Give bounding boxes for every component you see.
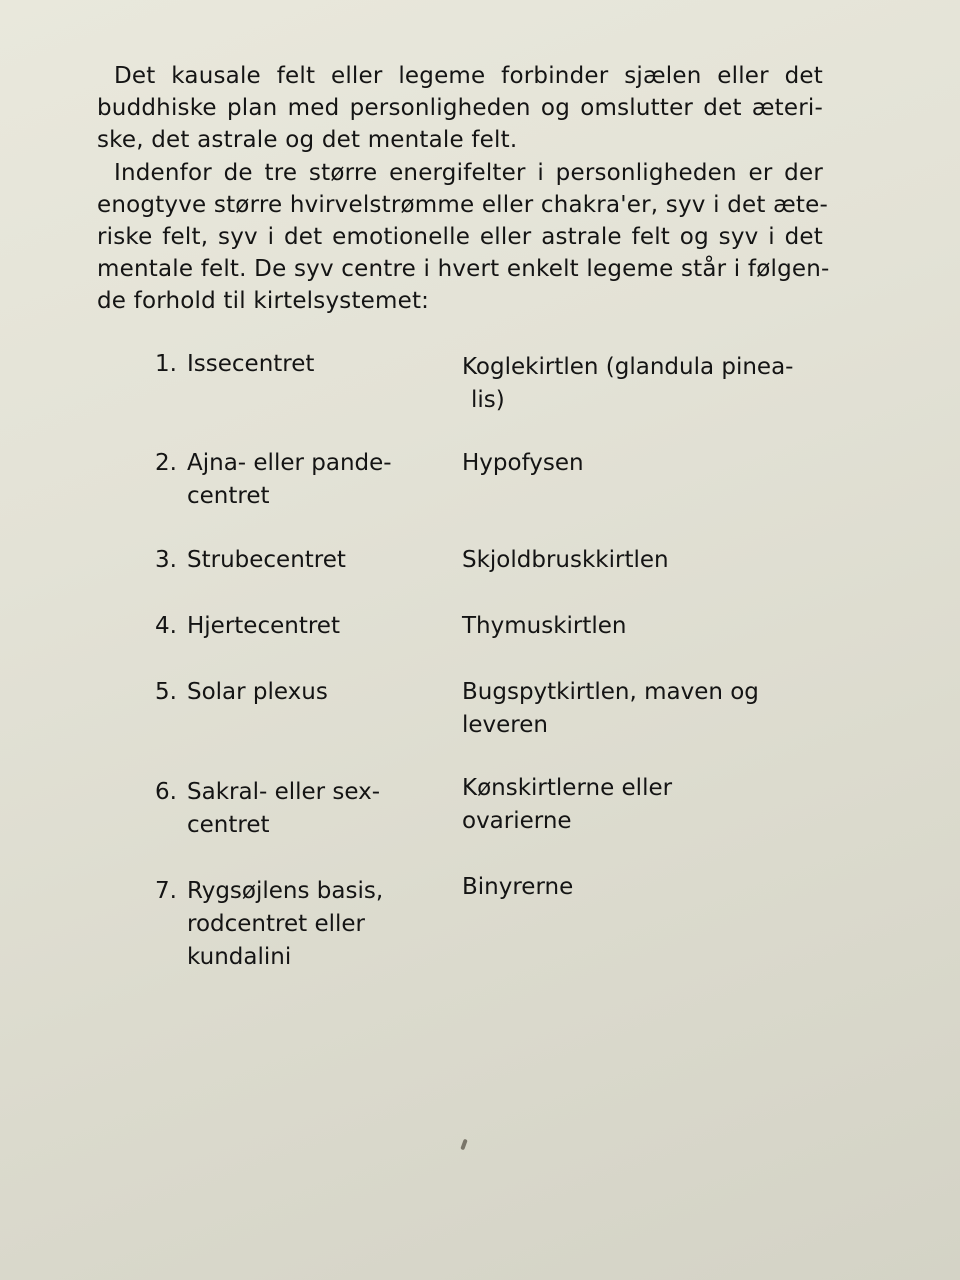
gland-name bbox=[462, 610, 822, 643]
center-line: Ajna- eller pande- bbox=[187, 450, 392, 476]
gland-line: Binyrerne bbox=[462, 874, 574, 900]
center-line: kundalini bbox=[187, 944, 292, 970]
gland-line: Skjoldbruskkirtlen bbox=[462, 547, 669, 573]
center-name bbox=[187, 348, 437, 381]
center-line: Strubecentret bbox=[187, 547, 346, 573]
gland-name bbox=[462, 351, 822, 417]
item-number: 6. bbox=[155, 779, 177, 805]
item-number: 2. bbox=[155, 450, 177, 476]
gland-name bbox=[462, 772, 822, 838]
center-line: centret bbox=[187, 812, 270, 838]
center-line: rodcentret eller bbox=[187, 911, 365, 937]
item-number: 7. bbox=[155, 878, 177, 904]
item-number: 4. bbox=[155, 613, 177, 639]
paragraph-line: mentale felt. De syv centre i hvert enkelt legeme står i følgen- bbox=[97, 256, 830, 282]
center-name bbox=[187, 875, 437, 974]
center-line: Solar plexus bbox=[187, 679, 328, 705]
center-line: Hjertecentret bbox=[187, 613, 340, 639]
center-line: Rygsøjlens basis, bbox=[187, 878, 384, 904]
item-number: 1. bbox=[155, 351, 177, 377]
gland-line: ovarierne bbox=[462, 808, 572, 834]
paragraph-line: enogtyve større hvirvelstrømme eller chakra'er, syv i det æte- bbox=[97, 192, 828, 218]
paragraph-line: buddhiske plan med personligheden og omslutter det æteri- bbox=[97, 95, 823, 121]
center-name bbox=[187, 447, 437, 513]
paragraph-line: ske, det astrale og det mentale felt. bbox=[97, 127, 518, 153]
gland-line: Kønskirtlerne eller bbox=[462, 775, 673, 801]
center-line: Issecentret bbox=[187, 351, 315, 377]
gland-name bbox=[462, 544, 822, 577]
center-name bbox=[187, 610, 437, 643]
item-number: 3. bbox=[155, 547, 177, 573]
gland-line: Thymuskirtlen bbox=[462, 613, 627, 639]
paragraph-line: riske felt, syv i det emotionelle eller astrale felt og syv i det bbox=[97, 224, 823, 250]
gland-line: lis) bbox=[471, 387, 505, 413]
gland-name bbox=[462, 447, 822, 480]
paragraph-line: Det kausale felt eller legeme forbinder sjælen eller det bbox=[114, 63, 823, 89]
gland-line: Hypofysen bbox=[462, 450, 584, 476]
center-name bbox=[187, 676, 437, 709]
paragraph-line: de forhold til kirtelsystemet: bbox=[97, 288, 430, 314]
gland-line: Bugspytkirtlen, maven og bbox=[462, 679, 759, 705]
gland-line: Koglekirtlen (glandula pinea- bbox=[462, 354, 794, 380]
item-number: 5. bbox=[155, 679, 177, 705]
gland-name bbox=[462, 676, 822, 742]
center-name bbox=[187, 776, 437, 842]
gland-name bbox=[462, 871, 822, 904]
center-line: centret bbox=[187, 483, 270, 509]
center-name bbox=[187, 544, 437, 577]
gland-line: leveren bbox=[462, 712, 548, 738]
paragraph-line: Indenfor de tre større energifelter i personligheden er der bbox=[114, 160, 823, 186]
center-line: Sakral- eller sex- bbox=[187, 779, 381, 805]
